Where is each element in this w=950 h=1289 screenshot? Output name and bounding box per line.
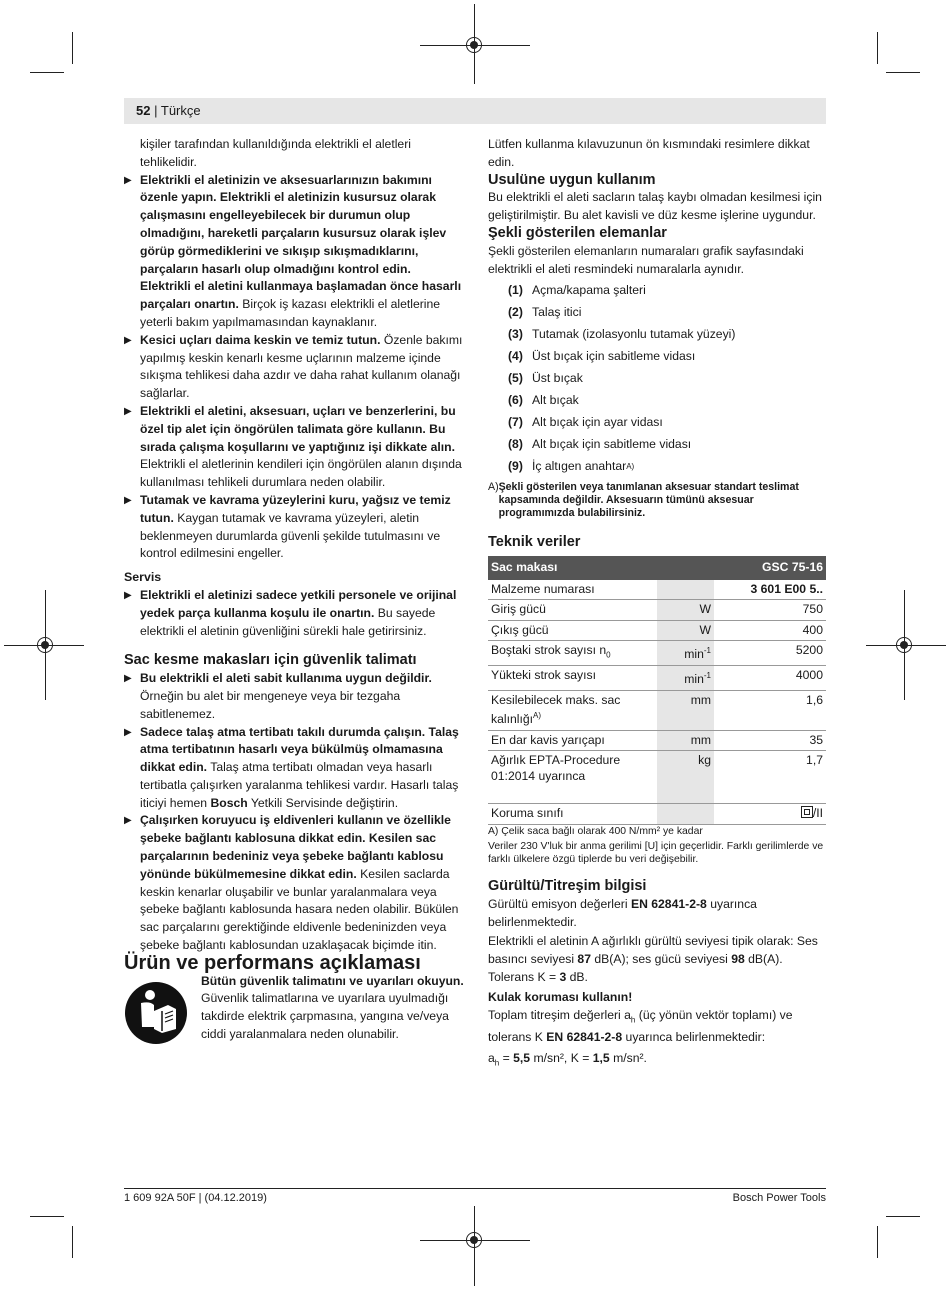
text-span: = [499, 1050, 514, 1065]
text-span: Gürültü emisyon değerleri [488, 896, 631, 911]
row-value-text: /II [812, 806, 823, 821]
table-row [488, 600, 826, 621]
safety-heading: Sac kesme makasları için güvenlik talimatı [124, 652, 417, 669]
item-number: (5) [508, 370, 523, 385]
row-value: 5200 [714, 641, 826, 666]
crop-mark [72, 1226, 73, 1258]
bold-text: Bütün güvenlik talimatını ve uyarıları okuyun. [201, 973, 464, 988]
text-span: a [488, 1050, 495, 1065]
value-bold: 87 [577, 952, 591, 967]
standard-code: EN 62841-2-8 [630, 896, 707, 911]
footer-doc-id: 1 609 92A 50F | (04.12.2019) [124, 1192, 267, 1204]
body-text: Güvenlik talimatlarına ve uyarılara uyulmadığı takdirde elektrik çarpmasına, yangına ve/veya ciddi yaralanmalara neden olunabilir. [201, 991, 449, 1042]
row-unit [657, 580, 714, 600]
right-column [488, 136, 826, 1072]
paragraph [488, 896, 826, 932]
row-value: 1,7 [714, 751, 826, 804]
bullet-bold: Kesici uçları daima keskin ve temiz tutun. [140, 332, 381, 347]
text-span: m/sn². [609, 1050, 647, 1065]
row-value: 4000 [714, 666, 826, 691]
table-footnote-voltage: Veriler 230 V'luk bir anma gerilimi [U] için geçerlidir. Farklı gerilimlerde ve farklı ülkelere özgü tiplerde bu veri değişebilir. [488, 840, 824, 865]
item-number: (1) [508, 283, 523, 298]
row-label [488, 641, 657, 666]
text-span: uyarınca belirlenmektedir. [488, 896, 757, 929]
row-label: En dar kavis yarıçapı [488, 730, 657, 751]
row-unit-sup: -1 [703, 671, 711, 681]
row-unit-text: min [684, 647, 704, 662]
vibration-values [488, 1050, 826, 1072]
row-value: 1,6 [714, 690, 826, 730]
paragraph: kişiler tarafından kullanıldığında elektrikli el aletleri tehlikelidir. [140, 137, 411, 169]
bullet-text: Yetkili Servisinde değiştirin. [247, 795, 399, 810]
page-header [136, 103, 201, 118]
row-unit: W [657, 600, 714, 621]
text-span: dB. [566, 969, 588, 984]
row-label: Yükteki strok sayısı [488, 666, 657, 691]
row-unit: W [657, 620, 714, 641]
registration-mark-icon [37, 637, 53, 653]
row-unit [657, 666, 714, 691]
safety-bullet [124, 403, 464, 492]
bullet-bold: Bu elektrikli el aleti sabit kullanıma uygun değildir. [140, 671, 432, 686]
ear-protection-note: Kulak koruması kullanın! [488, 989, 633, 1004]
value-bold: 5,5 [513, 1050, 531, 1065]
item-number: (9) [508, 458, 523, 473]
footnote-text: Şekli gösterilen veya tanımlanan aksesuar standart teslimat kapsamında değildir. Aksesuarın tümünü aksesuar programımızda bulabilirsiniz. [498, 481, 799, 520]
table-header-row [488, 556, 826, 580]
table-header-left: Sac makası [488, 556, 714, 580]
standard-code: EN 62841-2-8 [546, 1029, 623, 1044]
text-span: Elektrikli el aletinin A ağırlıklı gürültü seviyesi tipik olarak: Ses basıncı seviyesi [488, 934, 818, 967]
paragraph [488, 1007, 826, 1047]
safety-bullet [124, 670, 464, 723]
item-number: (8) [508, 436, 523, 451]
read-instructions-block [124, 973, 464, 1059]
subscript: h [494, 1058, 500, 1067]
bullet-text: Örneğin bu alet bir mengeneye veya bir tezgaha sabitlenemez. [140, 688, 401, 721]
table-row [488, 804, 826, 825]
item-number: (2) [508, 305, 523, 320]
table-row [488, 580, 826, 600]
safety-bullet [124, 812, 464, 954]
bullet-bold: Bosch [210, 795, 248, 810]
row-label: Ağırlık EPTA-Procedure 01:2014 uyarınca [488, 751, 657, 804]
text-span: (üç yönün vektör toplamı) ve tolerans K [488, 1007, 793, 1044]
row-value: 3 601 E00 5.. [714, 580, 826, 600]
crop-mark [72, 32, 73, 64]
row-label-text: Kesilebilecek maks. sac kalınlığı [491, 692, 621, 727]
row-unit: mm [657, 690, 714, 730]
bullet-text: Özenle bakımı yapılmış keskin kenarlı kesme uçlarının malzeme içinde sıkışma tehlikesi daha azdır ve daha rahat kullanım olanağı sağlarlar. [140, 332, 463, 401]
row-unit: mm [657, 730, 714, 751]
item-number: (3) [508, 327, 523, 342]
list-item [508, 392, 826, 410]
table-header-right: GSC 75-16 [714, 556, 826, 580]
elements-heading: Şekli gösterilen elemanlar [488, 224, 667, 241]
footer-rule [124, 1188, 826, 1189]
paragraph: Şekli gösterilen elemanların numaraları grafik sayfasındaki elektrikli el aleti resmindeki numaralarla aynıdır. [488, 243, 804, 276]
text-span: Toplam titreşim değerleri a [488, 1007, 631, 1022]
value-bold: 1,5 [592, 1050, 610, 1065]
item-label: Talaş itici [532, 305, 582, 320]
list-item [508, 414, 826, 432]
elements-list [508, 282, 826, 475]
paragraph: Lütfen kullanma kılavuzunun ön kısmındaki resimlere dikkat edin. [488, 137, 810, 169]
bullet-bold: Elektrikli el aletini, aksesuarı, uçları ve benzerlerini, bu özel tip alet için öngörülen talimata göre kullanın. Bu sırada çalışma koşullarını ve yaptığınız işi dikkate alın. [140, 403, 456, 454]
bullet-bold: Çalışırken koruyucu iş eldivenleri kullanın ve özellikle şebeke bağlantı kablosuna dikkat edin. Kesilen sac parçalarının bedeniniz veya şebeke bağlantı kablosu yönünde bükülmemesine dikkat edin. [140, 813, 451, 881]
table-row [488, 666, 826, 691]
bullet-text: Kesilen saclarda keskin kenarlar oluşabilir ve bunlar yaralanmalara veya şebeke bağlantı kablosunda hasara neden olabilir. Bükülen sac parçalarını gerektiğinde eldivenle bedeninizden veya şebeke bağlantı kablosundan uzaklaşacak biçimde itin. [140, 866, 459, 953]
footnote-ref: A) [626, 461, 635, 471]
item-label: Üst bıçak [532, 370, 583, 385]
bullet-text: Birçok iş kazası elektrikli el aletlerine yeterli bakım yapılmamasından kaynaklanır. [140, 297, 441, 329]
list-item [508, 282, 826, 300]
usage-heading: Usulüne uygun kullanım [488, 171, 656, 188]
footnote-label: A) [488, 481, 499, 494]
table-row [488, 751, 826, 804]
servis-bullet [124, 587, 464, 640]
list-item [508, 436, 826, 454]
bullet-text: Bu sayede elektrikli el aletinin güvenliğini sürekli hale getirirsiniz. [140, 605, 436, 638]
crop-mark [877, 1226, 878, 1258]
row-label: Koruma sınıfı [488, 804, 657, 825]
row-unit [657, 804, 714, 825]
table-footnote-a: A) Çelik saca bağlı olarak 400 N/mm² ye kadar [488, 825, 703, 837]
crop-mark [886, 1216, 920, 1217]
header-bar [124, 98, 826, 124]
row-unit [657, 641, 714, 666]
row-label-sub: 0 [606, 650, 611, 660]
row-value [714, 804, 826, 825]
noise-heading: Gürültü/Titreşim bilgisi [488, 877, 647, 894]
subscript: h [630, 1014, 636, 1024]
row-label [488, 690, 657, 730]
text-span: m/sn², K = [530, 1050, 593, 1065]
item-label: Üst bıçak için sabitleme vidası [532, 349, 696, 364]
row-unit-sup: -1 [703, 646, 711, 656]
product-heading: Ürün ve performans açıklaması [124, 951, 421, 974]
table-row [488, 620, 826, 641]
row-unit: kg [657, 751, 714, 804]
text-span: dB(A). Tolerans K = [488, 952, 783, 984]
list-item [508, 458, 826, 476]
elements-footnote [488, 481, 826, 520]
list-item [508, 304, 826, 322]
item-number: (4) [508, 349, 523, 364]
item-label: İç altıgen anahtar [532, 458, 627, 473]
safety-bullet [124, 492, 464, 563]
footer-brand: Bosch Power Tools [732, 1192, 826, 1204]
read-manual-icon [124, 981, 188, 1045]
bullet-bold: Elektrikli el aletinizi sadece yetkili personele ve orijinal yedek parça kullanma koşulu ile onartın. [140, 587, 457, 620]
protection-class-ii-icon [801, 806, 813, 818]
item-label: Alt bıçak için sabitleme vidası [532, 436, 692, 451]
bullet-text: Talaş atma tertibatı olmadan veya hasarlı tertibatla çalışırken yaralanma tehlikesi vardır. Hasarlı talaş iticiyi hemen [140, 760, 459, 810]
bullet-bold: Tutamak ve kavrama yüzeylerini kuru, yağsız ve temiz tutun. [140, 492, 451, 525]
crop-mark [30, 1216, 64, 1217]
row-value: 750 [714, 600, 826, 621]
item-label: Alt bıçak için ayar vidası [532, 414, 663, 429]
crop-mark [886, 72, 920, 73]
table-row [488, 641, 826, 666]
safety-bullet [124, 724, 464, 813]
item-number: (6) [508, 392, 523, 407]
tech-table [488, 556, 826, 825]
list-item [508, 326, 826, 344]
crop-mark [30, 72, 64, 73]
value-bold: 98 [731, 952, 745, 967]
text-span: uyarınca belirlenmektedir: [622, 1029, 766, 1044]
value-bold: 3 [559, 969, 567, 984]
row-label: Giriş gücü [488, 600, 657, 621]
header-language: Türkçe [160, 103, 201, 118]
text-span: dB(A); ses gücü seviyesi [590, 952, 732, 967]
table-row [488, 690, 826, 730]
registration-mark-icon [466, 37, 482, 53]
row-label-text: Boştaki strok sayısı n [491, 643, 607, 658]
paragraph [488, 933, 826, 986]
item-label: Tutamak (izolasyonlu tutamak yüzeyi) [532, 327, 736, 342]
row-unit-text: min [684, 672, 704, 687]
row-label: Malzeme numarası [488, 580, 657, 600]
safety-bullet [124, 332, 464, 403]
item-number: (7) [508, 414, 523, 429]
bullet-bold: Sadece talaş atma tertibatı takılı durumda çalışın. Talaş atma tertibatının hasarlı veya bükülmüş olmamasına dikkat edin. [140, 724, 459, 775]
row-value: 400 [714, 620, 826, 641]
left-column [124, 136, 464, 1059]
row-value: 35 [714, 730, 826, 751]
header-divider: | [154, 103, 158, 118]
registration-mark-icon [466, 1232, 482, 1248]
list-item [508, 348, 826, 366]
row-label-sup: A) [533, 711, 542, 721]
bullet-text: Elektrikli el aletlerinin kendileri için öngörülen alanın dışında kullanılması tehlikeli durumlara neden olabilir. [140, 457, 462, 490]
page-number: 52 [136, 103, 151, 118]
list-item [508, 370, 826, 388]
tech-heading: Teknik veriler [488, 534, 581, 551]
crop-mark [877, 32, 878, 64]
table-row [488, 730, 826, 751]
registration-mark-icon [896, 637, 912, 653]
item-label: Alt bıçak [532, 392, 579, 407]
paragraph: Bu elektrikli el aleti sacların talaş kaybı olmadan kesilmesi için geliştirilmiştir. Bu alet kavisli ve düz kesme işlerine uygundur. [488, 190, 822, 223]
bullet-text: Kaygan tutamak ve kavrama yüzeyleri, aletin beklenmeyen durumlarda güvenli şekilde tutulmasını ve kontrol edilmesini engeller. [140, 510, 441, 561]
item-label: Açma/kapama şalteri [532, 283, 646, 298]
safety-bullet [124, 172, 464, 332]
servis-heading: Servis [124, 570, 162, 585]
row-label: Çıkış gücü [488, 620, 657, 641]
bullet-bold: Elektrikli el aletinizin ve aksesuarlarınızın bakımını özenle yapın. Elektrikli el aletinizin kusursuz olarak çalışmasını engelleyebilecek bir durumun olup olmadığını, hareketli parçaların kusursuz olarak işlev görüp görmediklerini ve sıkışıp sıkışmadıklarını, parçaların hasarlı olup olmadığını kontrol edin. Elektrikli el aletini kullanmaya başlamadan önce hasarlı parçaları onartın. [140, 172, 462, 312]
